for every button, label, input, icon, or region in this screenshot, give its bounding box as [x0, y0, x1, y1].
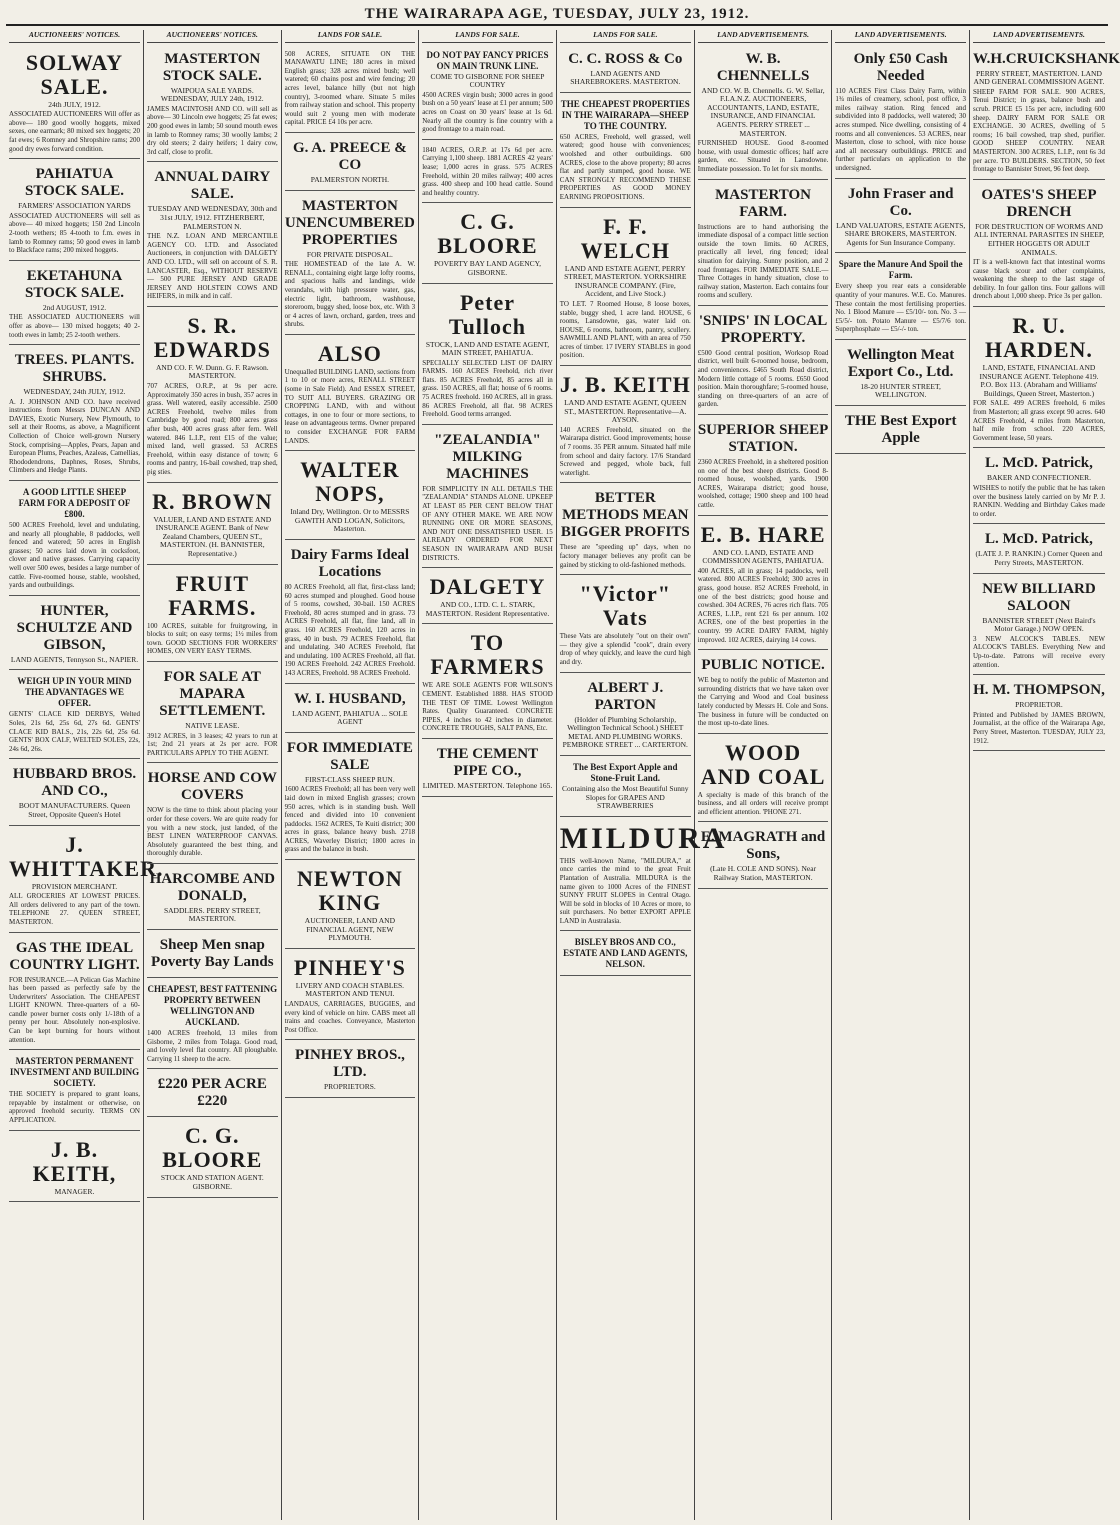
ad-body: Printed and Published by JAMES BROWN, Journalist, at the office of the Wairarapa Age, Perry Street, Masterton. TUESDAY, JULY 23, 1912. [972, 710, 1105, 745]
ad-title: THE CHEAPEST PROPERTIES IN THE WAIRARAPA—SHEEP TO THE COUNTRY. [560, 98, 690, 131]
ad-body: THE ASSOCIATED AUCTIONEERS will offer as above— 130 mixed hoggets; 40 2-tooth ewes in lamb; 25 2-tooth wethers. [9, 313, 140, 339]
advertisement [698, 518, 829, 651]
ad-subtitle: AND CO. LAND, ESTATE AND COMMISSION AGENTS, PAHIATUA. [702, 547, 824, 566]
ad-subtitle: VALUER, LAND AND ESTATE AND INSURANCE AGENT. Bank of New Zealand Chambers, QUEEN ST., MASTERTON. (H. BANNISTER, Representative.) [153, 514, 272, 558]
ad-body: 508 ACRES, SITUATE ON THE MANAWATU LINE; 180 acres in mixed English grass; 328 acres mixed bush; well watered; 60 chains post and wire fencing; 20 acres level, balance hilly (but not high country), 3-roomed whare. Situate 5 miles from railway station and school. This property would suit 2 young men with moderate capital. PRICE £4 10s per acre. [284, 49, 416, 127]
ad-title: Wellington Meat Export Co., Ltd. [847, 346, 955, 380]
advertisement [560, 577, 691, 672]
advertisement [147, 980, 278, 1069]
ad-title: R. U. HARDEN. [985, 313, 1093, 363]
advertisement [422, 142, 553, 204]
ad-title: Spare the Manure And Spoil the Farm. [838, 259, 963, 281]
ad-subtitle: BOOT MANUFACTURERS. Queen Street, Opposite Queen's Hotel [18, 801, 131, 819]
column-header: LAND ADVERTISEMENTS. [973, 30, 1105, 43]
ad-subtitle: LAND AND ESTATE AGENT, PERRY STREET, MASTERTON. YORKSHIRE INSURANCE COMPANY. (Fire, Accident, and Live Stock.) [564, 263, 687, 299]
ad-body: SHEEP FARM FOR SALE. 900 ACRES, Tenui District; in grass, balance bush and scrub. PRICE £5 15s per acre, including 600 sheep. DAIRY FARM FOR SALE OR EXCHANGE. 30 ACRES, dwelling of 5 rooms; 16 bail cowshed, trap shed, purifier. GOOD SHEEP COUNTRY. NEAR MASTERTON. 300 ACRES, L.I.P., rent 6s 3d per acre. TO BUILDERS. SECTION, 50 feet frontage to Bannister Street, 96 feet deep. [972, 87, 1105, 174]
ad-subtitle: PROVISION MERCHANT. [31, 881, 118, 891]
ad-body: WE beg to notify the public of Masterton and surrounding districts that we have taken over the Carrying and Wood and Coal business lately conducted by Messrs H. Cole and Sons. The business in future will be conducted on the most up-to-date lines. [697, 676, 829, 728]
advertisement [560, 485, 691, 575]
column-1 [6, 30, 164, 1520]
ad-title: THE Best Export Apple [844, 413, 957, 447]
ad-subtitle: BAKER AND CONFECTIONER. [986, 473, 1091, 483]
column-header: LAND ADVERTISEMENTS. [698, 30, 829, 43]
ad-subtitle: MANAGER. [54, 1186, 95, 1196]
advertisement [9, 828, 164, 933]
ad-title: TREES. PLANTS. SHRUBS. [14, 352, 135, 386]
ad-subtitle: LAND AGENTS, Tennyson St., NAPIER. [10, 654, 139, 664]
ad-body: Unequalled BUILDING LAND, sections from 1 to 10 or more acres, RENALL STREET (some in Sale Field). And ESSEX STREET, TO SUIT ALL BUYERS. GRAZING OR CROPPING LAND, with and without cottages, in one to four or more sections, to lease on advantageous terms. Owner prepared to consider EXCHANGE FOR FARM LANDS. [284, 367, 416, 445]
advertisement [560, 95, 691, 208]
advertisement [560, 368, 691, 483]
advertisement [422, 741, 553, 797]
column-header: AUCTIONEERS' NOTICES. [147, 30, 278, 43]
advertisement [835, 342, 966, 406]
advertisement [560, 933, 691, 976]
column-header: AUCTIONEERS' NOTICES. [9, 30, 140, 43]
ad-body: GENTS' CLACE KID DERBYS, Welted Soles, 21s 6d, 25s 6d, 27s 6d. GENTS' CLACE KID BALS., 21s, 22s 6d, 25s 6d. GENTS' BOX CALF, WELTED SOLES, 22s, 24s 6d, 26s. [9, 710, 140, 753]
advertisement [147, 765, 278, 864]
ad-subtitle: AND CO. W. B. Chennells. G. W. Sellar, F.I.A.N.Z. AUCTIONEERS, ACCOUNTANTS, LAND, ESTATE, INSURANCE, AND FINANCIAL AGENTS. PERRY STREET ... MASTERTON. [701, 85, 825, 138]
ad-body: 400 ACRES, all in grass; 14 paddocks, well watered. 800 ACRES Freehold; 300 acres in grass, good house. 852 ACRES Freehold, in one of the best districts; good house and cowshed. 304 ACRES, 76 acres rich flats. 705 ACRES, L.I.P., rent £21 6s per annum. 102 ACRES, one of the best properties in the country. 99 ACRE DAIRY FARM, highly improved. 102 ACRES, dairying 14 cows. [697, 566, 829, 644]
advertisement [698, 182, 829, 306]
ad-subtitle: LAND AND ESTATE AGENT, QUEEN ST., MASTERTON. Representative—A. AYSON. [564, 398, 687, 425]
ad-body: FOR INSURANCE.—A Pelican Gas Machine has been passed as perfectly safe by the Underwriters' Association. The CHEAPEST LIGHT KNOWN. Three-quarters of a 60-candle power burner costs only 1/-18th of a penny per hour. Absolutely non-explosive. Can be kept burning for hours without attention. [9, 975, 140, 1044]
advertisement [9, 761, 140, 825]
advertisement [285, 46, 416, 133]
ad-body: SPECIALLY SELECTED LIST OF DAIRY FARMS. 160 ACRES Freehold, rich river flats. 85 ACRES Freehold, 85 acres all in grass. 150 ACRES, all flat; house of 6 rooms. 75 ACRES freehold. 160 ACRES, all in grass. 86 ACRES Freehold, all flat. 98 ACRES Freehold. Good terms arranged. [422, 358, 553, 419]
ad-title: "Victor" Vats [579, 581, 672, 631]
ad-title: J. B. KEITH, [32, 1136, 117, 1186]
ad-title: PAHIATUA STOCK SALE. [25, 166, 124, 200]
ad-title: C. G. BLOORE [437, 209, 538, 259]
advertisement [147, 1119, 278, 1197]
advertisement [698, 652, 829, 734]
ad-title: The Best Export Apple and Stone-Fruit Land. [573, 761, 678, 783]
ad-body: WISHES to notify the public that he has taken over the business lately carried on by Mr P. J. RANKIN. Wedding and Birthday Cakes made to order. [972, 484, 1105, 518]
ad-title: SUPERIOR SHEEP STATION. [697, 422, 829, 456]
ad-body: THIS well-known Name, "MILDURA," at once carries the mind to the great Fruit Plantation of Australia. MILDURA is the name given to 1000 Acres of the FINEST SUNNY FRUIT SLOPES in Central Otago. Will be sold in blocks of 10 Acres or more, to suit purchasers. No better EXPORT APPLE LAND in Australasia. [559, 856, 691, 925]
advertisement [285, 135, 416, 191]
ad-title: PINHEY'S [293, 954, 406, 980]
advertisement [147, 46, 278, 163]
ad-subtitle: PALMERSTON NORTH. [310, 174, 390, 184]
ad-title: 'SNIPS' IN LOCAL PROPERTY. [698, 312, 828, 346]
ad-subtitle: FIRST-CLASS SHEEP RUN. [305, 774, 395, 784]
column-7 [832, 30, 970, 1520]
ad-title: J. WHITTAKER. [9, 831, 164, 881]
advertisement [147, 664, 278, 763]
advertisement [560, 46, 691, 93]
ad-body: 140 ACRES Freehold, situated on the Wairarapa district. Good improvements; house of 7 rooms. 35 PER annum. Situated half mile from school and dairy factory. 17/6 Standard Screwed and pegged, whole back, full waterlight. [559, 425, 691, 477]
ad-body: 1400 ACRES freehold, 13 miles from Gisborne, 2 miles from Tolaga. Good road, and lovely level flat country. All ploughable. Carrying 11 sheep to the acre. [147, 1029, 278, 1063]
ad-title: A GOOD LITTLE SHEEP FARM FOR A DEPOSIT OF £800. [18, 487, 131, 520]
column-header: LANDS FOR SALE. [560, 30, 691, 43]
ad-title: ALSO [317, 340, 382, 366]
ad-title: HUBBARD BROS. AND CO., [12, 766, 137, 800]
ad-title: W. I. HUSBAND, [294, 690, 406, 707]
advertisement [285, 1042, 416, 1098]
ad-subtitle: PERRY STREET, MASTERTON. LAND AND GENERAL COMMISSION AGENT. [973, 68, 1105, 87]
ad-subtitle: STOCK AND STATION AGENT. GISBORNE. [160, 1173, 264, 1192]
ad-body: THE SOCIETY is prepared to grant loans, repayable by instalment or otherwise, on approved freehold security. TERMS ON APPLICATION. [9, 1090, 140, 1125]
ad-subtitle: STOCK, LAND AND ESTATE AGENT, MAIN STREET, PAHIATUA. [425, 339, 550, 358]
ad-title: H. M. THOMPSON, [973, 682, 1105, 699]
ad-body: 1600 ACRES Freehold; all has been very well laid down in mixed English grasses; crown 950 acres, which is in standing bush. Well fenced and divided into 10 convenient paddocks. 1562 ACRES, Te Kuiti district; 300 acres in grass, balance heavy bush. 2718 ACRES, Waverley District; 1800 acres in grass and the balance in bush. [284, 785, 416, 854]
ad-body: THE HOMESTEAD of the late A. W. RENALL, containing eight large lofty rooms, and spacious halls and landings, wide verandahs, with high pressure water, gas, electric light, bathroom, washhouse, storeroom, buggy shed, loose box, etc. With 3 or 4 acres of lawn, orchard, garden, trees and shrubs. [284, 260, 416, 329]
ad-body: 650 ACRES, Freehold, well grassed, well watered; good house with conveniences; woolshed and other outbuildings. 600 ACRES, close to the above property; 80 acres flat and partly stumped, good house. WE CAN STRONGLY RECOMMEND THESE PROPERTIES AS GOOD MONEY EARNING PROPOSITIONS. [559, 132, 691, 201]
ad-subtitle: (Late H. COLE AND SONS). Near Railway Station, MASTERTON. [710, 864, 817, 883]
ad-title: E. B. HARE [700, 521, 826, 547]
ad-title: SOLWAY SALE. [25, 49, 124, 99]
advertisement [698, 736, 829, 823]
ad-body: TO LET. 7 Roomed House, 8 loose boxes, stable, buggy shed, 1 acre land. HOUSE, 6 rooms, Lansdowne, gas, water laid on. HOUSE, 6 rooms, bathroom, pantry, scullery. SAWMILL AND PLANT, with an area of 750 acres of timber. 17 IVERY STABLES in good position. [559, 299, 691, 360]
column-header: LANDS FOR SALE. [422, 30, 553, 43]
ad-title: PINHEY BROS., LTD. [294, 1047, 405, 1081]
ad-title: NEW BILLIARD SALOON [982, 580, 1096, 614]
ad-title: TO FARMERS [430, 630, 545, 680]
ad-subtitle: LAND AGENTS AND SHAREBROKERS. MASTERTON. [570, 68, 681, 87]
ad-title: "ZEALANDIA" MILKING MACHINES [434, 431, 541, 482]
ad-title: HARCOMBE AND DONALD, [149, 870, 275, 904]
ad-title: WOOD AND COAL [700, 739, 826, 789]
ad-body: Instructions are to hand authorising the immediate disposal of a compact little section outside the town limits. 60 ACRES, practically all level, ring fenced; ideal situation for dairying. Sunny position, and 2 road frontages. FOR IMMEDIATE SALE.—Three Cottages in handy situation, close to railway station, Masterton. Each contains four rooms and scullery. [697, 222, 829, 300]
ad-body: A. J. JOHNSON AND CO. have received instructions from Messrs DUNCAN AND DAVIES, Exotic Nursery, New Plymouth, to sell at their Rooms, as above, a Magnificent Collection of Choice well-grown Nursery Stock, comprising—Apples, Pears, Japan and European Plums, Peaches, Azaleas, Camellias, Rhododendrons, Daphnes, Roses, Shrubs, Climbers and Hedge Plants. [9, 397, 140, 475]
ad-subtitle: Inland Dry, Wellington. Or to MESSRS GAWITH AND LOGAN, Solicitors, Masterton. [290, 507, 410, 534]
advertisement [285, 193, 416, 335]
ad-subtitle: LAND AGENT, PAHIATUA ... SOLE AGENT [292, 708, 408, 727]
ad-body: ALL GROCERIES AT LOWEST PRICES. All orders delivered to any part of the town. TELEPHONE 27. QUEEN STREET, MASTERTON. [9, 892, 140, 926]
advertisement [9, 672, 140, 759]
advertisement [422, 626, 553, 739]
ad-title: MASTERTON PERMANENT INVESTMENT AND BUILDING SOCIETY. [9, 1056, 140, 1089]
advertisement [973, 677, 1105, 751]
ad-body: 4500 ACRES virgin bush; 3000 acres in good bush on a 50 years' lease at £1 per annum; 500 acres on Coast on 30 years' lease at 1s 6d. Nearly all the country is fine country with a good frontage to a main road. [422, 90, 553, 134]
advertisement [147, 164, 278, 307]
ad-subtitle: PROPRIETOR. [1015, 700, 1063, 710]
advertisement [973, 526, 1105, 573]
ad-body: ASSOCIATED AUCTIONEERS Will offer as above— 180 good woolly hoggets, mixed sexes, one earmark; 80 mixed sex hoggets; 20 fat ewes; 6 Romney and Shropshire rams; 200 good dry ewes forward condition. [9, 110, 140, 153]
masthead: THE WAIRARAPA AGE, TUESDAY, JULY 23, 1912. [6, 4, 1108, 26]
ad-subtitle: Containing also the Most Beautiful Sunny Slopes for GRAPES AND STRAWBERRIES [562, 783, 689, 811]
advertisement [698, 46, 829, 180]
ad-title: CHEAPEST, BEST FATTENING PROPERTY BETWEEN WELLINGTON AND AUCKLAND. [147, 984, 278, 1028]
ad-body: 500 ACRES Freehold, level and undulating, and nearly all ploughable, 8 paddocks, well fenced and watered; 50 acres in English grasses; 50 acres laid down in cocksfoot, clover and native grasses. Carrying capacity well over 500 ewes, besides a large number of cattle. Five-roomed house, stable, woolshed, yards and outbuildings. [9, 521, 140, 590]
ad-title: W. B. CHENNELLS [716, 50, 810, 84]
ad-subtitle: BANNISTER STREET (Next Baird's Motor Garage.) NOW OPEN. [982, 615, 1096, 634]
advertisement [422, 205, 553, 283]
ad-title: DALGETY [429, 574, 546, 600]
advertisement [835, 408, 966, 454]
advertisement [835, 255, 966, 340]
ad-subtitle: WAIPOUA SALE YARDS. WEDNESDAY, JULY 24th, 1912. [160, 85, 264, 104]
advertisement [285, 337, 416, 451]
column-6 [695, 30, 833, 1520]
ad-subtitle: LAND, ESTATE, FINANCIAL AND INSURANCE AGENT. Telephone 419. P.O. Box 113. (Abraham and Williams' Buildings, Queen Street, Masterton.) [979, 363, 1099, 398]
ad-body: A specialty is made of this branch of the business, and all orders will receive prompt and efficient attention. 'PHONE 271. [697, 790, 829, 816]
advertisement [422, 286, 553, 425]
ad-body: FURNISHED HOUSE. Good 8-roomed house, with usual domestic offices; half acre garden, etc. Situated in Lansdowne. Immediate possession. To let for six months. [697, 139, 829, 173]
ad-subtitle: LIMITED. MASTERTON. Telephone 165. [422, 780, 553, 790]
ad-title: ALBERT J. PARTON [587, 679, 664, 713]
ad-body: Every sheep you rear eats a considerable quantity of your manures. W.E. Co. Manures. These contain the most fertilising properties. No. 1 Blood Manure — £5/10/- ton. No. 3 — £5/5/- ton. Potato Manure — £5/7/6 ton. Superphosphate — £5/-/- ton. [835, 282, 966, 334]
ad-title: G. A. PREECE & CO [293, 139, 407, 173]
advertisement [422, 427, 553, 568]
advertisement [147, 1071, 278, 1117]
ad-title: J. B. KEITH [559, 372, 691, 398]
ad-body: NOW is the time to think about placing your order for these covers. We are quite ready for you with a new stock, just landed, of the BEST LINEN WATERPROOF CANVAS. Absolutely guaranteed the best thing, and thoroughly durable. [147, 806, 278, 858]
ad-title: FOR IMMEDIATE SALE [286, 739, 413, 773]
ad-title: PUBLIC NOTICE. [701, 657, 825, 674]
ad-title: R. BROWN [152, 488, 273, 514]
ad-body: 110 ACRES First Class Dairy Farm, within 1¾ miles of creamery, school, post office, 3 miles railway station. Ring fenced and subdivided into 8 paddocks, well watered; 30 acres stumped. Nice dwelling, consisting of 4 rooms and all conveniences. 53 ACRES, near Masterton, close to school, with nice house and all necessary outbuildings. PRICE and further particulars on application to the undersigned. [835, 86, 966, 172]
advertisement [973, 576, 1105, 676]
ad-subtitle: (LATE J. P. RANKIN.) Corner Queen and Perry Streets, MASTERTON. [975, 549, 1103, 567]
column-8 [970, 30, 1120, 1520]
ad-subtitle: FOR PRIVATE DISPOSAL. [306, 249, 393, 259]
ad-title: ANNUAL DAIRY SALE. [154, 169, 271, 203]
ad-subtitle: 2nd AUGUST, 1912. [42, 302, 107, 312]
advertisement [9, 483, 140, 596]
ad-body: 3 NEW ALCOCK'S TABLES. NEW ALCOCK'S TABLES. Everything New and Up-to-date. Patrons will receive every attention. [972, 634, 1105, 669]
ad-title: L. McD. Patrick, [985, 531, 1093, 548]
ad-title: S. R. EDWARDS [153, 312, 271, 362]
advertisement [147, 866, 278, 930]
ad-subtitle: AUCTIONEER, LAND AND FINANCIAL AGENT, NEW PLYMOUTH. [304, 916, 395, 943]
advertisement [560, 758, 691, 817]
advertisement [9, 263, 140, 345]
ad-body: JAMES MACINTOSH AND CO. will sell as above— 30 Lincoln ewe hoggets; 25 fat ewes; 200 good ewes in lamb; 50 sound mouth ewes in lamb to Romney rams; 30 woolly lambs; 2 dry old steers; 2 dairy heifers; 1 dairy cow, 3rd calf, close to profit. [147, 104, 278, 156]
ad-title: Sheep Men snap Poverty Bay Lands [151, 937, 274, 971]
ad-title: HORSE AND COW COVERS [147, 770, 277, 804]
advertisement [147, 309, 278, 483]
advertisement [9, 347, 140, 481]
ad-body: FOR SIMPLICITY IN ALL DETAILS THE "ZEALANDIA" STANDS ALONE. UPKEEP AT LEAST 85 PER CENT BELOW THAT OF ANY OTHER MAKE. WE ARE NOW RUNNING ONE OR MORE SEASONS, AND NOT ONE DISSATISFIED USER. 15 ALREADY ORDERED FOR NEXT SEASON IN WAIRARAPA AND BUSH DISTRICTS. [422, 484, 553, 562]
advertisement [973, 182, 1105, 307]
column-4 [419, 30, 557, 1520]
ad-subtitle: FARMERS' ASSOCIATION YARDS [18, 201, 131, 211]
ad-body: THE N.Z. LOAN AND MERCANTILE AGENCY CO. LTD. and Associated Auctioneers, in conjunction with DALGETY AND CO. LTD., will sell on account of S. R. LANCASTER, Esq., WITHOUT RESERVE— 500 PURE JERSEY AND GRADE JERSEY AND HOLSTEIN COWS AND HEIFERS, in milk and in calf. [147, 232, 278, 301]
ad-subtitle: AND CO., LTD. C. L. STARK, MASTERTON. Resident Representative. [425, 600, 550, 618]
ad-title: GAS THE IDEAL COUNTRY LIGHT. [9, 939, 140, 973]
advertisement [285, 453, 416, 540]
ad-title: WALTER NOPS, [300, 457, 400, 507]
advertisement [9, 46, 140, 160]
ad-title: E. MAGRATH and Sons, [700, 829, 826, 863]
advertisement [972, 46, 1120, 180]
ad-body: 80 ACRES Freehold, all flat, first-class land; 60 acres stumped and ploughed. Good house of 5 rooms, cowshed, 30-bail. 150 ACRES Freehold, 80 acres stumped and in grass. 73 ACRES Freehold, all flat, fine land, all in grass. 160 ACRES Freehold, 120 acres in grass, 40 in bush. 79 ACRES Freehold, flat and undulating. 340 ACRES Freehold, flat and undulating. 100 ACRES Freehold, all flat. 190 ACRES Freehold. 242 ACRES Freehold. 143 ACRES, Freehold. 98 ACRES Freehold. [284, 583, 416, 677]
ad-title: MASTERTON STOCK SALE. [162, 50, 262, 84]
ad-title: MASTERTON UNENCUMBERED PROPERTIES [284, 197, 415, 248]
ad-body: 2360 ACRES Freehold, in a sheltered position on one of the best sheep districts. Good 8-roomed house, woolshed, yards. 1900 ACRES, Wairarapa district; good house, woolshed, cottage; 1900 sheep and 100 head cattle. [697, 458, 829, 509]
ad-subtitle: LIVERY AND COACH STABLES. MASTERTON AND TENUI. [295, 980, 405, 999]
advertisement [973, 309, 1105, 448]
column-2 [144, 30, 282, 1520]
ad-body: WE ARE SOLE AGENTS FOR WILSON'S CEMENT. Established 1888. HAS STOOD THE TEST OF TIME. Lowest Wellington Rates. Quality Guaranteed. CONCRETE PIPES, 4 inches to 42 inches in diameter. CONCRETE TROUGHS, SALT PANS, Etc. [422, 681, 553, 733]
column-3 [282, 30, 420, 1520]
ad-title: HUNTER, SCHULTZE AND GIBSON, [16, 602, 133, 653]
ad-body: These Vats are absolutely "out on their own" — they give a splendid "cook", drain every drop of whey quickly, and leave the curd high and dry. [559, 632, 691, 666]
advertisement [285, 542, 416, 684]
ad-title: NEWTON KING [296, 866, 403, 916]
advertisement [147, 485, 278, 565]
column-header: LAND ADVERTISEMENTS. [835, 30, 966, 43]
columns-container [6, 30, 1120, 1520]
advertisement [973, 450, 1105, 524]
advertisement [698, 417, 829, 516]
ad-body: 1840 ACRES, O.R.P. at 17s 6d per acre. Carrying 1,100 sheep. 1881 ACRES 42 years' lease; 1,000 acres in grass. 575 ACRES Freehold, within 20 miles railway; 400 acres grass. 400 sheep and 100 head cattle. Sound and healthy country. [422, 145, 553, 197]
ad-body: 707 ACRES, O.R.P., at 9s per acre. Approximately 350 acres in bush, 357 acres in grass. Well watered, easily accessible. 2500 ACRES Freehold, twelve miles from Cambridge by good road; 800 acres grass after bush, 400 acres grass after fern. Well watered. 846 L.I.P., rent £15 of the value; mixed land, well grassed. 53 ACRES Freehold, within easy distance of town; 6 rooms and pantry, 16-bail cowshed, trap shed, pig sties. [147, 382, 278, 476]
ad-body: 100 ACRES, suitable for fruitgrowing, in blocks to suit; on easy terms; 1½ miles from town. GOOD SECTIONS FOR WORKERS' HOMES, ON VERY EASY TERMS. [147, 621, 278, 656]
ad-title: BETTER METHODS MEAN BIGGER PROFITS [560, 490, 690, 541]
advertisement [285, 686, 416, 733]
advertisement [835, 46, 966, 179]
ad-title: MASTERTON FARM. [715, 186, 812, 220]
ad-subtitle: COME TO GISBORNE FOR SHEEP COUNTRY [430, 71, 545, 90]
ad-body: ASSOCIATED AUCTIONEERS will sell as above— 40 mixed hoggets; 150 2nd Lincoln 2-tooth wethers; 85 4-tooth to f.m. ewes in lamb to Romney rams; 50 good ewes in lamb to Blackface rams; 200 mixed hoggets. [9, 211, 140, 255]
advertisement [285, 951, 416, 1041]
advertisement [9, 598, 140, 671]
ad-title: OATES'S SHEEP DRENCH [981, 186, 1097, 220]
advertisement [698, 308, 829, 415]
ad-body: £500 Good central position, Worksop Road district, well built 6-roomed house, bedroom, and conveniences. £465 South Road district, Modern little cottage of 5 rooms. £650 Good position. Main thoroughfare; 5-roomed house, standing on three-quarters of an acre of garden. [697, 348, 829, 409]
advertisement [9, 1052, 140, 1130]
ad-title: Dairy Farms Ideal Locations [290, 547, 410, 580]
column-header: LANDS FOR SALE. [285, 30, 416, 43]
advertisement [422, 46, 553, 140]
ad-title: EKETAHUNA STOCK SALE. [25, 267, 124, 301]
ad-title: W.H.CRUICKSHANK [972, 50, 1120, 67]
ad-subtitle: POVERTY BAY LAND AGENCY, GISBORNE. [434, 259, 541, 277]
ad-subtitle: FOR DESTRUCTION OF WORMS AND ALL INTERNAL PARASITES IN SHEEP, EITHER HOGGETS OR ADULT ANIMALS. [973, 221, 1105, 257]
ad-body: 3912 ACRES, in 3 leases; 42 years to run at 1st; 2nd 21 years at 2s per acre. FOR PARTICULARS APPLY TO THE AGENT. [147, 731, 278, 757]
ad-title: WEIGH UP IN YOUR MIND THE ADVANTAGES WE OFFER. [17, 676, 132, 709]
ad-title: MILDURA [559, 821, 728, 855]
advertisement [147, 932, 278, 978]
ad-subtitle: LAND VALUATORS, ESTATE AGENTS, SHARE BROKERS, MASTERTON. Agents for Sun Insurance Company. [836, 220, 966, 247]
ad-title: John Fraser and Co. [847, 185, 954, 219]
ad-subtitle: TUESDAY AND WEDNESDAY, 30th and 31st JULY, 1912. FITZHERBERT, PALMERSTON N. [147, 204, 277, 231]
ad-title: THE CEMENT PIPE CO., [436, 745, 539, 779]
advertisement [560, 675, 691, 756]
ad-title: DO NOT PAY FANCY PRICES ON MAIN TRUNK LINE. [426, 49, 549, 71]
ad-subtitle: WEDNESDAY, 24th JULY, 1912. [23, 387, 126, 397]
ad-subtitle: 18-20 HUNTER STREET, WELLINGTON. [860, 381, 941, 400]
advertisement [147, 567, 278, 662]
ad-title: FRUIT FARMS. [168, 570, 257, 620]
ad-title: FOR SALE AT MAPARA SETTLEMENT. [159, 668, 266, 719]
advertisement [9, 935, 140, 1051]
ad-subtitle: PROPRIETORS. [324, 1082, 376, 1092]
ad-title: C. G. BLOORE [162, 1123, 263, 1173]
advertisement [559, 819, 728, 932]
column-5 [557, 30, 728, 1520]
advertisement [285, 862, 416, 949]
ad-title: BISLEY BROS AND CO., ESTATE AND LAND AGENTS, NELSON. [563, 937, 688, 970]
advertisement [560, 210, 691, 367]
ad-title: F. F. WELCH [580, 213, 670, 263]
ad-subtitle: AND CO. F. W. Dunn. G. F. Rawson. MASTERTON. [156, 362, 269, 381]
ad-title: Peter Tulloch [448, 289, 527, 339]
ad-body: These are "speeding up" days, when no factory manager believes any profit can be gained by sticking to old-fashioned methods. [559, 543, 691, 569]
ad-title: L. McD. Patrick, [985, 455, 1093, 472]
ad-title: C. C. ROSS & Co [568, 50, 683, 67]
advertisement [835, 181, 966, 254]
ad-body: IT is a well-known fact that intestinal worms cause black scour and other complaints, weakening the sheep to the last stage of debility. In four gallon tins. Four gallons will drench about 1,000 sheep. Price 3s per gallon. [972, 258, 1105, 301]
ad-subtitle: NATIVE LEASE. [185, 720, 240, 730]
advertisement [422, 570, 553, 624]
ad-body: LANDAUS, CARRIAGES, BUGGIES, and every kind of vehicle on hire. CABS meet all trains and coaches. Conveyance, Masterton Post Office. [284, 1000, 416, 1034]
ad-subtitle: 24th JULY, 1912. [48, 99, 101, 109]
ad-title: £220 PER ACRE £220 [157, 1076, 267, 1110]
ad-subtitle: (Holder of Plumbing Scholarship, Wellington Technical School.) SHEET METAL AND PLUMBING WORKS. PEMBROKE STREET ... CARTERTON. [562, 714, 688, 750]
advertisement [698, 824, 829, 888]
ad-body: FOR SALE. 499 ACRES freehold, 6 miles from Masterton; all grass except 90 acres. 640 ACRES Freehold, 4 miles from Masterton, half mile from school. 220 ACRES, Government lease, 50 years. [972, 399, 1105, 442]
advertisement [9, 161, 140, 261]
ad-subtitle: SADDLERS. PERRY STREET, MASTERTON. [163, 905, 261, 924]
advertisement [9, 1133, 140, 1203]
advertisement [285, 735, 416, 860]
ad-title: Only £50 Cash Needed [853, 50, 948, 84]
